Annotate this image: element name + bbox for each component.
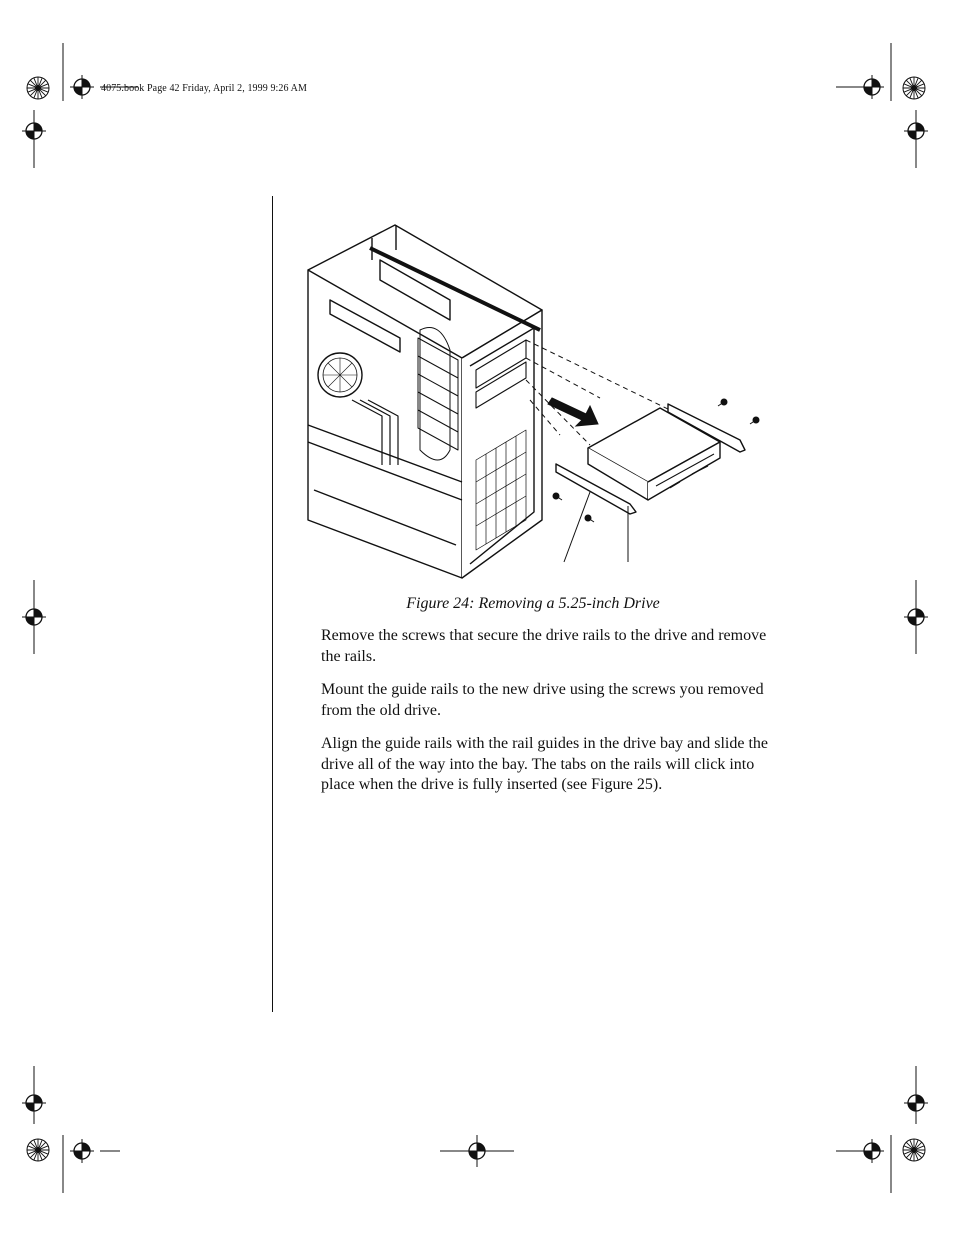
- figure-caption: Figure 24: Removing a 5.25-inch Drive: [406, 595, 660, 612]
- margin-rule: [272, 196, 273, 1012]
- paragraph-remove-screws: Remove the screws that secure the drive rails to the drive and remove the rails.: [321, 627, 767, 665]
- drive-removal-figure: [300, 220, 780, 585]
- paragraph-mount-rails: Mount the guide rails to the new drive using the screws you removed from the old drive.: [321, 681, 764, 719]
- paragraph-align-rails: Align the guide rails with the rail guides in the drive bay and slide the drive all of the way into the bay. The tabs on the rails will click into place when the drive is fully inserted (see Figure 25).: [321, 735, 769, 793]
- crop-mark-icon: [34, 43, 916, 1193]
- drive-removal-arrow-icon: [548, 398, 598, 426]
- book-stamp: 4075.book Page 42 Friday, April 2, 1999 9:26 AM: [101, 83, 307, 94]
- pc-chassis-illustration: [308, 225, 542, 578]
